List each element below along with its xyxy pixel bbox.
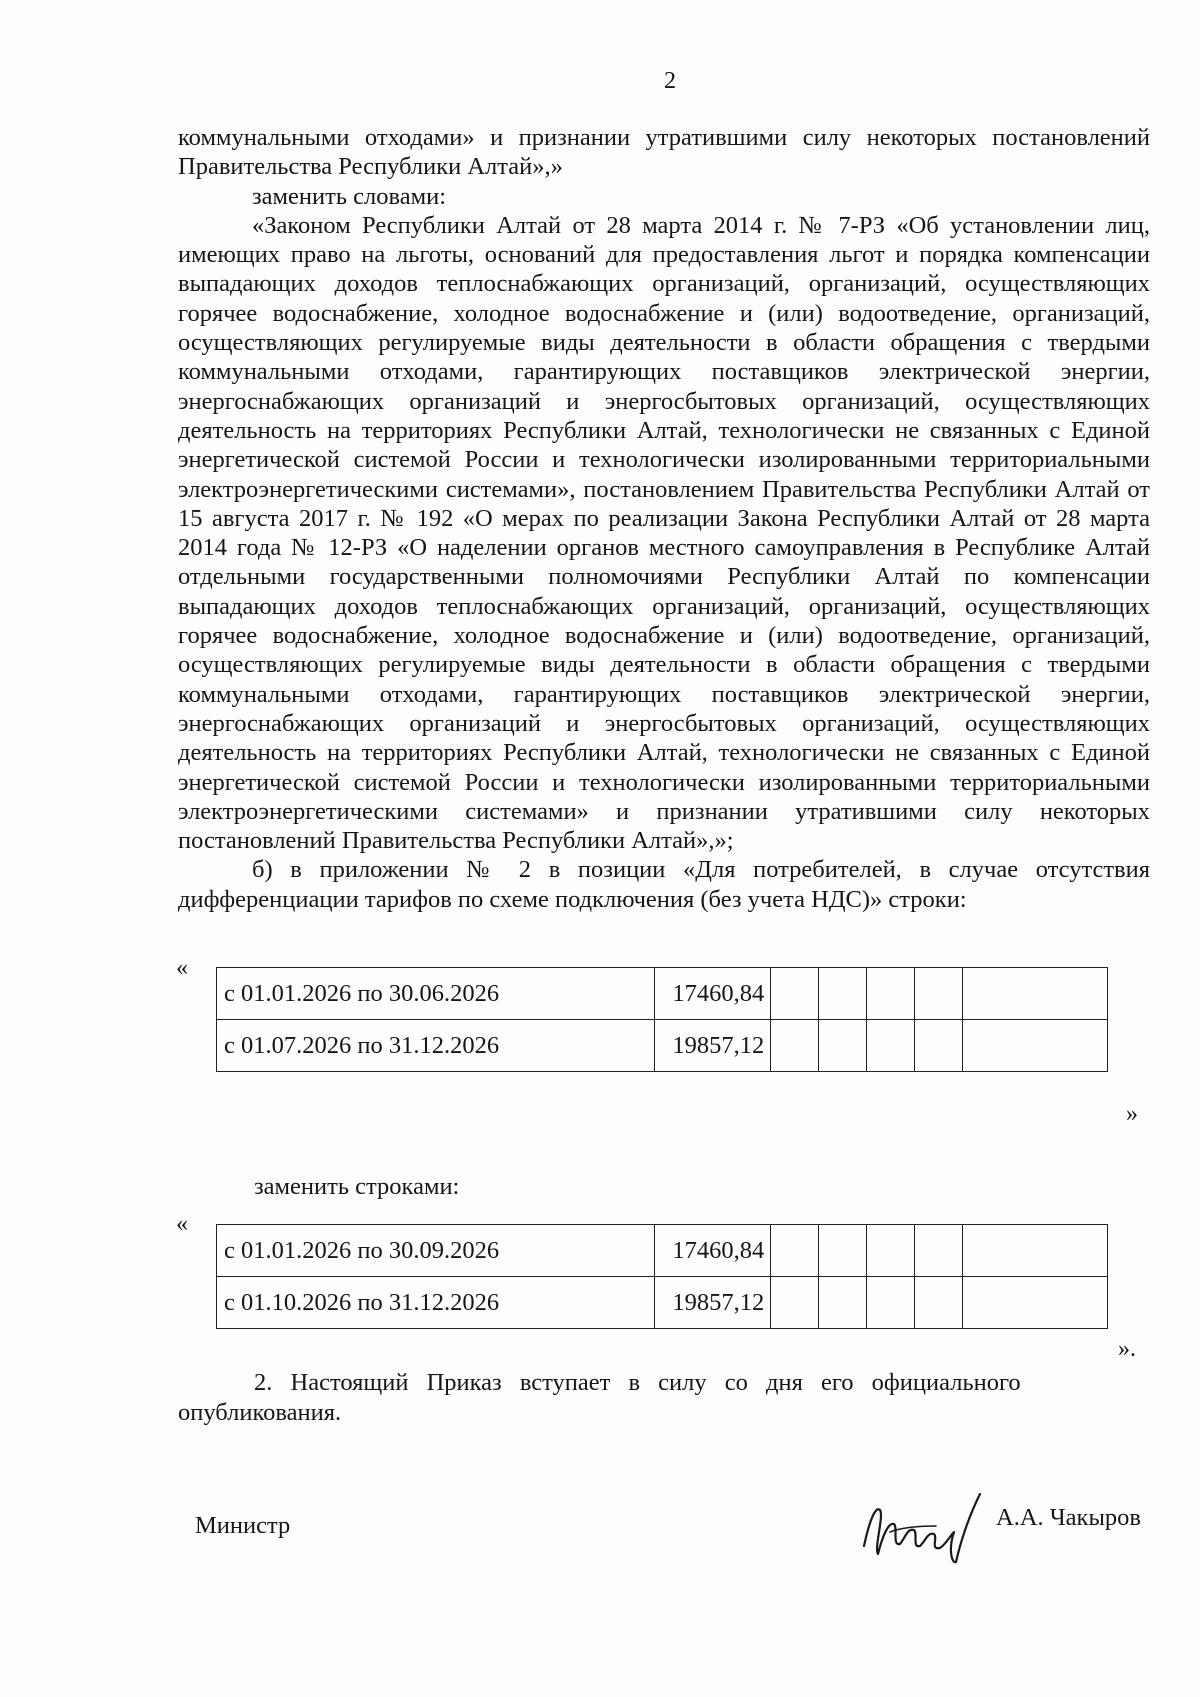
empty-cell — [771, 1277, 819, 1329]
value-cell: 19857,12 — [654, 1020, 771, 1072]
table-row — [217, 1020, 1108, 1072]
empty-cell — [819, 1225, 867, 1277]
table-row — [217, 968, 1108, 1020]
close-quote-1: » — [1126, 1101, 1138, 1127]
empty-cell — [819, 1277, 867, 1329]
value-cell: 17460,84 — [654, 1225, 771, 1277]
signature-image — [856, 1488, 986, 1568]
empty-cell — [915, 1225, 963, 1277]
empty-cell — [771, 1020, 819, 1072]
empty-cell — [771, 968, 819, 1020]
empty-cell — [867, 968, 915, 1020]
period-cell: с 01.01.2026 по 30.06.2026 — [217, 968, 655, 1020]
tariff-table-old — [216, 967, 1108, 1072]
period-cell: с 01.07.2026 по 31.12.2026 — [217, 1020, 655, 1072]
period-cell: с 01.10.2026 по 31.12.2026 — [217, 1277, 655, 1329]
empty-cell — [867, 1277, 915, 1329]
paragraph-new-wording: «Законом Республики Алтай от 28 марта 2014 г. № 7-РЗ «Об установлении лиц, имеющих право на льготы, оснований для предоставления льгот и порядка компенсации выпадающих доходов теплоснабжающих организаций, организаций, осуществляющих горячее водоснабжение, холодное водоснабжение и (или) водоотведение, организаций, осуществляющих регулируемые виды деятельности в области обращения с твердыми коммунальными отходами, гарантирующих поставщиков электрической энергии, энергоснабжающих организаций и энергосбытовых организаций, осуществляющих деятельность на территориях Республики Алтай, технологически не связанных с Единой энергетической системой России и технологически изолированными территориальными электроэнергетическими системами», постановлением Правительства Республики Алтай от 15 августа 2017 г. № 192 «О мерах по реализации Закона Республики Алтай от 28 марта 2014 года № 12-РЗ «О наделении органов местного самоуправления в Республике Алтай отдельными государственными полномочиями Республики Алтай по компенсации выпадающих доходов теплоснабжающих организаций, организаций, осуществляющих горячее водоснабжение, холодное водоснабжение и (или) водоотведение, организаций, осуществляющих регулируемые виды деятельности в области обращения с твердыми коммунальными отходами, гарантирующих поставщиков электрической энергии, энергоснабжающих организаций и энергосбытовых организаций, осуществляющих деятельность на территориях Республики Алтай, технологически не связанных с Единой энергетической системой России и технологически изолированными территориальными электроэнергетическими системами» и признании утратившими силу некоторых постановлений Правительства Республики Алтай»,»; — [178, 211, 1150, 855]
empty-cell — [962, 968, 1107, 1020]
empty-cell — [819, 1020, 867, 1072]
empty-cell — [962, 1277, 1107, 1329]
tariff-table-new — [216, 1224, 1108, 1329]
empty-cell — [962, 1020, 1107, 1072]
empty-cell — [962, 1225, 1107, 1277]
point-two — [178, 1368, 1150, 1428]
period-cell: с 01.01.2026 по 30.09.2026 — [217, 1225, 655, 1277]
point-two-tail: опубликования. — [178, 1399, 342, 1426]
empty-cell — [867, 1225, 915, 1277]
table-row — [217, 1277, 1108, 1329]
table-row — [217, 1225, 1108, 1277]
empty-cell — [819, 968, 867, 1020]
empty-cell — [771, 1225, 819, 1277]
empty-cell — [915, 968, 963, 1020]
empty-cell — [867, 1020, 915, 1072]
open-quote-1: « — [176, 955, 188, 981]
page-number: 2 — [664, 68, 676, 94]
point-two-line: 2. Настоящий Приказ вступает в силу со дня его официального — [254, 1369, 1021, 1396]
paragraph-replace-words: заменить словами: — [252, 182, 447, 210]
minister-name: А.А. Чакыров — [996, 1504, 1141, 1531]
close-quote-2: ». — [1118, 1336, 1136, 1362]
replace-rows-label: заменить строками: — [254, 1173, 460, 1200]
empty-cell — [915, 1020, 963, 1072]
value-cell: 17460,84 — [654, 968, 771, 1020]
open-quote-2: « — [176, 1211, 188, 1237]
value-cell: 19857,12 — [654, 1277, 771, 1329]
document-body — [178, 123, 1150, 914]
paragraph-subpoint-b: б) в приложении № 2 в позиции «Для потребителей, в случае отсутствия дифференциации тарифов по схеме подключения (без учета НДС)» строки: — [178, 856, 1150, 913]
paragraph-continuation: коммунальными отходами» и признании утратившими силу некоторых постановлений Правительства Республики Алтай»,» — [178, 124, 1150, 181]
empty-cell — [915, 1277, 963, 1329]
minister-title: Министр — [195, 1512, 291, 1539]
